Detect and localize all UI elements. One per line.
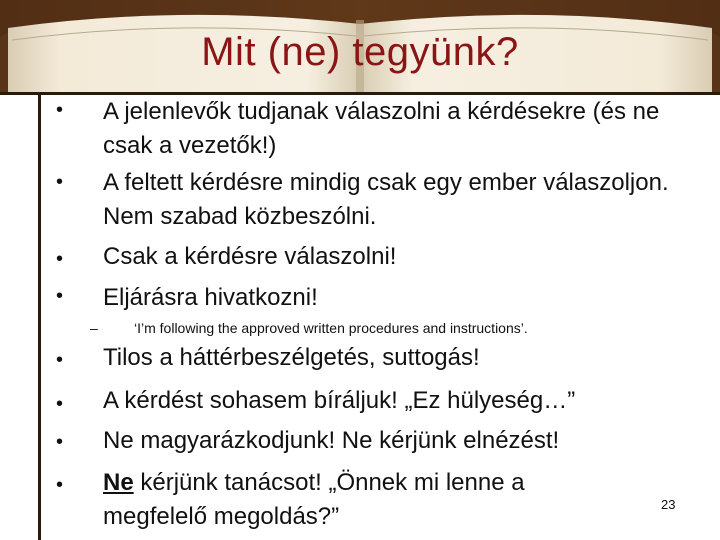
- bullet-marker: •: [56, 349, 64, 371]
- bullet-marker: •: [56, 171, 64, 193]
- bullet-marker: •: [56, 99, 64, 121]
- slide-number: 23: [661, 497, 676, 512]
- bullet-item-2: A feltett kérdésre mindig csak egy ember válaszoljon. Nem szabad közbeszólni.: [103, 169, 669, 230]
- bullet-item-8-text: kérjünk tanácsot! „Önnek mi lenne a megfelelő megoldás?”: [103, 469, 525, 530]
- bullet-item-1: A jelenlevők tudjanak válaszolni a kérdésekre (és ne csak a vezetők!): [103, 98, 660, 159]
- bullet-item-6: A kérdést sohasem bíráljuk! „Ez hülyeség…”: [103, 387, 576, 414]
- slide-title: Mit (ne) tegyünk?: [201, 30, 519, 74]
- bullet-item-5: Tilos a háttérbeszélgetés, suttogás!: [103, 344, 480, 371]
- bullet-item-7: Ne magyarázkodjunk! Ne kérjünk elnézést!: [103, 427, 560, 454]
- bullet-item-4: Eljárásra hivatkozni!: [103, 284, 318, 311]
- sub-bullet-item: ‘I’m following the approved written procedures and instructions’.: [134, 320, 528, 336]
- bullet-item-8: [103, 466, 623, 534]
- bullet-marker: •: [56, 474, 64, 496]
- bullet-marker: •: [56, 393, 64, 415]
- bullet-marker: •: [56, 431, 64, 453]
- emphasis-word: Ne: [103, 469, 134, 496]
- sub-bullet-marker: –: [90, 320, 98, 336]
- bullet-item-3: Csak a kérdésre válaszolni!: [103, 243, 397, 270]
- bullet-marker: •: [56, 248, 64, 270]
- bullet-marker: •: [56, 285, 64, 307]
